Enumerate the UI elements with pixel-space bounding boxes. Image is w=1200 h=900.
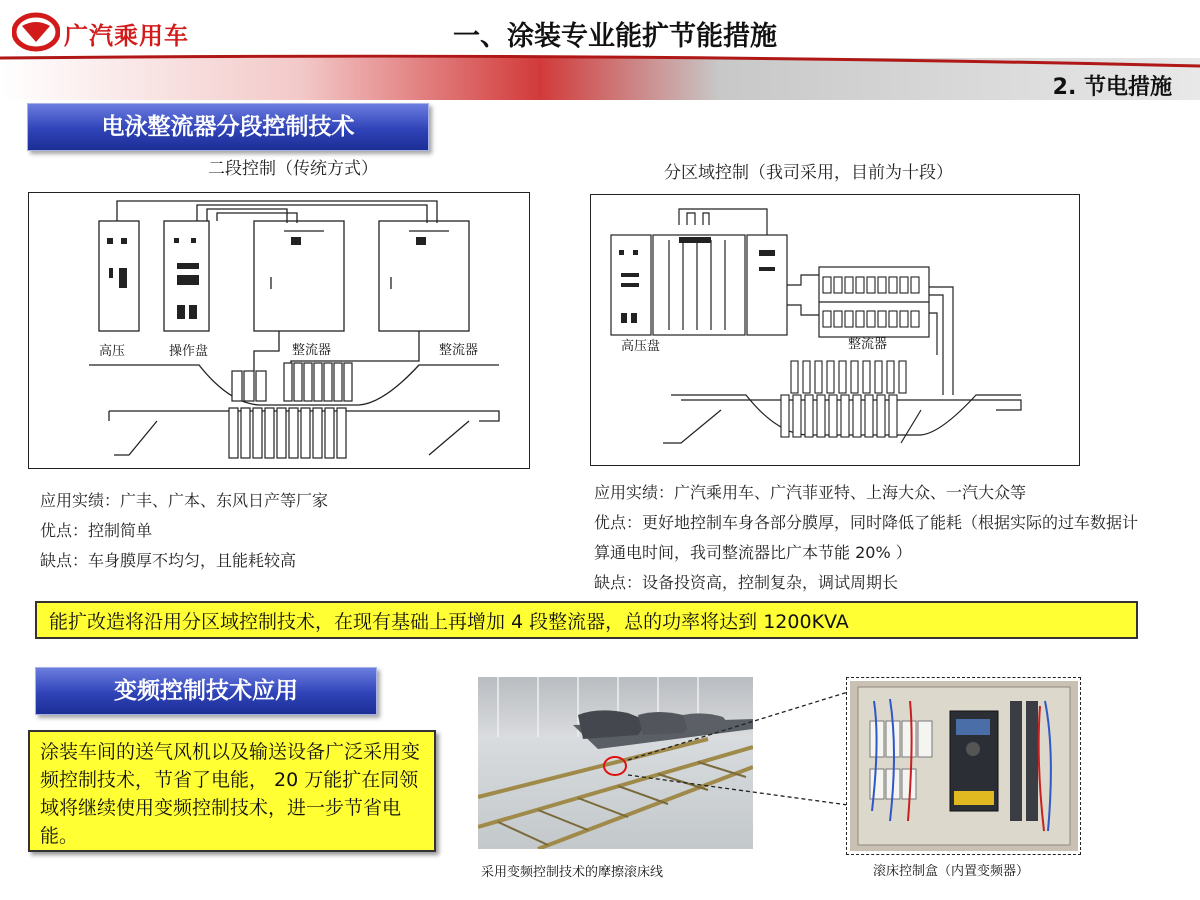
control-box-frame	[846, 677, 1081, 855]
rectifier-label-1: 整流器	[292, 343, 332, 358]
multi-zone-note-3: 缺点：设备投资高，控制复杂，调试周期长	[594, 573, 899, 592]
control-box-caption: 滚床控制盒（内置变频器）	[873, 864, 1030, 879]
section-label-segmented-control: 电泳整流器分段控制技术	[27, 103, 429, 151]
right-diagram-caption: 分区域控制（我司采用，目前为十段）	[664, 163, 953, 183]
retrofit-highlight: 能扩改造将沿用分区域控制技术，在现有基础上再增加 4 段整流器，总的功率将达到 1200KVA	[35, 601, 1138, 639]
roller-line-caption: 采用变频控制技术的摩擦滚床线	[481, 865, 664, 880]
hv-label: 高压	[99, 344, 126, 359]
two-stage-note-1: 应用实绩：广丰、广本、东风日产等厂家	[40, 491, 329, 510]
hv-panel-label: 高压盘	[621, 339, 661, 354]
multi-zone-note-1: 应用实绩：广汽乘用车、广汽菲亚特、上海大众、一汽大众等	[594, 483, 1027, 502]
callout-lines	[620, 680, 860, 810]
multi-zone-notes	[594, 478, 1139, 598]
page-subtitle: 2. 节电措施	[1052, 75, 1172, 100]
page-title: 一、涂装专业能扩节能措施	[453, 21, 777, 52]
control-box-image	[850, 681, 1078, 851]
rectifier-label: 整流器	[848, 337, 888, 352]
multi-zone-note-2: 优点：更好地控制车身各部分膜厚，同时降低了能耗（根据实际的过车数据计算通电时间，我司整流器比广本节能 20% ）	[594, 513, 1139, 562]
left-diagram-caption: 二段控制（传统方式）	[208, 159, 378, 179]
multi-zone-diagram	[590, 194, 1080, 466]
brand-name: 广汽乘用车	[64, 22, 189, 50]
two-stage-note-2: 优点：控制简单	[40, 521, 153, 540]
two-stage-diagram-drawing	[29, 193, 529, 468]
multi-zone-diagram-drawing	[591, 195, 1079, 465]
rectifier-label-2: 整流器	[439, 343, 479, 358]
section-label-vfd: 变频控制技术应用	[35, 667, 377, 715]
two-stage-notes	[40, 486, 560, 576]
panel-label: 操作盘	[169, 344, 209, 359]
two-stage-diagram	[28, 192, 530, 469]
two-stage-note-3: 缺点：车身膜厚不均匀，且能耗较高	[40, 551, 297, 570]
vfd-highlight: 涂装车间的送气风机以及输送设备广泛采用变频控制技术，节省了电能， 20 万能扩在同领域将继续使用变频控制技术，进一步节省电能。	[28, 730, 436, 852]
